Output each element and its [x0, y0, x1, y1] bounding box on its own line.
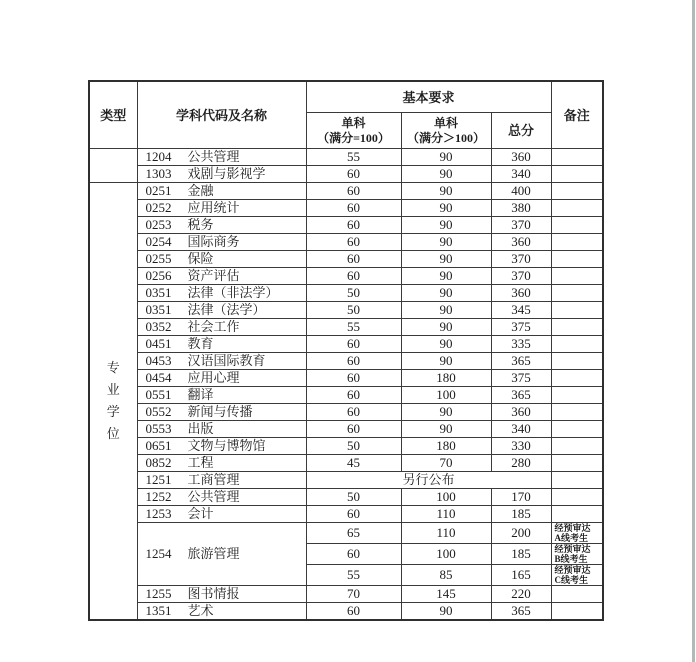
subject-name: 国际商务 — [187, 234, 240, 249]
subject-name: 法律（非法学） — [187, 285, 279, 300]
remark-cell — [551, 183, 603, 200]
subject-cell — [137, 404, 306, 421]
score-cell: 280 — [491, 455, 551, 472]
table-row — [89, 234, 603, 251]
score-cell: 65 — [306, 523, 401, 544]
table-row — [89, 200, 603, 217]
score-cell: 360 — [491, 285, 551, 302]
score-cell: 90 — [401, 217, 491, 234]
subject-code: 0451 — [145, 336, 172, 351]
score-cell: 60 — [306, 268, 401, 285]
score-cell: 90 — [401, 603, 491, 621]
score-cell: 90 — [401, 302, 491, 319]
remark-cell — [551, 506, 603, 523]
score-cell: 165 — [491, 565, 551, 586]
score-cell: 360 — [491, 149, 551, 166]
subject-cell — [137, 603, 306, 621]
score-cell: 60 — [306, 251, 401, 268]
score-cell: 100 — [401, 544, 491, 565]
score-cell: 70 — [401, 455, 491, 472]
score-cell: 90 — [401, 200, 491, 217]
score-cell: 85 — [401, 565, 491, 586]
table-row — [89, 438, 603, 455]
score-cell: 365 — [491, 603, 551, 621]
score-cell: 50 — [306, 302, 401, 319]
table-row — [89, 370, 603, 387]
score-cell: 45 — [306, 455, 401, 472]
score-cell: 370 — [491, 268, 551, 285]
remark-cell — [551, 234, 603, 251]
score-cell: 340 — [491, 166, 551, 183]
score-cell: 370 — [491, 251, 551, 268]
remark-cell — [551, 603, 603, 621]
remark-cell — [551, 166, 603, 183]
subject-code: 0252 — [145, 200, 172, 215]
score-cell: 60 — [306, 387, 401, 404]
score-cell: 60 — [306, 200, 401, 217]
subject-code: 0255 — [145, 251, 172, 266]
score-cell: 55 — [306, 149, 401, 166]
table-row — [89, 353, 603, 370]
remark-cell — [551, 353, 603, 370]
subject-cell — [137, 472, 306, 489]
subject-name: 旅游管理 — [187, 546, 240, 561]
subject-cell — [137, 370, 306, 387]
score-cell: 90 — [401, 421, 491, 438]
subject-name: 艺术 — [187, 603, 214, 618]
table-row — [89, 217, 603, 234]
score-cell: 340 — [491, 421, 551, 438]
subject-code: 1253 — [145, 506, 172, 521]
table-row — [89, 302, 603, 319]
subject-name: 汉语国际教育 — [187, 353, 266, 368]
merged-note-cell: 另行公布 — [306, 472, 551, 489]
table-row — [89, 603, 603, 621]
subject-code: 0553 — [145, 421, 172, 436]
score-cell: 330 — [491, 438, 551, 455]
score-cell: 400 — [491, 183, 551, 200]
score-cell: 90 — [401, 404, 491, 421]
subject-name: 工程 — [187, 455, 214, 470]
subject-code: 0351 — [145, 285, 172, 300]
type-cell — [89, 183, 137, 621]
subject-name: 教育 — [187, 336, 214, 351]
col-header-basic-requirements: 基本要求 — [306, 81, 551, 113]
subject-name: 工商管理 — [187, 472, 240, 487]
remark-cell — [551, 489, 603, 506]
score-cell: 185 — [491, 506, 551, 523]
subject-cell — [137, 421, 306, 438]
table-header — [89, 81, 603, 149]
score-cell: 220 — [491, 586, 551, 603]
subject-name: 金融 — [187, 183, 214, 198]
subject-name: 文物与博物馆 — [187, 438, 266, 453]
subject-cell — [137, 268, 306, 285]
subject-code: 1251 — [145, 472, 172, 487]
table-row — [89, 251, 603, 268]
remark-line: 经预审达 — [554, 523, 591, 533]
subject-code: 0552 — [145, 404, 172, 419]
score-cell: 55 — [306, 319, 401, 336]
score-cell: 90 — [401, 268, 491, 285]
subject-cell — [137, 302, 306, 319]
remark-cell — [551, 200, 603, 217]
score-cell: 180 — [401, 438, 491, 455]
subject-cell — [137, 319, 306, 336]
remark-cell — [551, 565, 603, 586]
table-row — [89, 586, 603, 603]
remark-line: 经预审达 — [554, 544, 591, 554]
score-cell: 60 — [306, 217, 401, 234]
subject-name: 税务 — [187, 217, 214, 232]
score-cell: 60 — [306, 183, 401, 200]
score-cell: 110 — [401, 506, 491, 523]
subject-code: 1255 — [145, 586, 172, 601]
subject-cell — [137, 506, 306, 523]
subject-code: 0351 — [145, 302, 172, 317]
score-cell: 365 — [491, 387, 551, 404]
subject-name: 应用心理 — [187, 370, 240, 385]
type-cell — [89, 149, 137, 183]
subject-cell — [137, 217, 306, 234]
subject-code: 1351 — [145, 603, 172, 618]
remark-line: 经预审达 — [554, 565, 591, 575]
remark-line: B线考生 — [554, 554, 588, 564]
table-row — [89, 166, 603, 183]
score-cell: 90 — [401, 149, 491, 166]
score-cell: 345 — [491, 302, 551, 319]
subject-cell — [137, 149, 306, 166]
remark-cell — [551, 285, 603, 302]
score-cell: 335 — [491, 336, 551, 353]
subject-name: 戏剧与影视学 — [187, 166, 266, 181]
subject-code: 0852 — [145, 455, 172, 470]
score-cell: 100 — [401, 489, 491, 506]
table-row — [89, 285, 603, 302]
col-header-type: 类型 — [89, 81, 137, 149]
score-cell: 50 — [306, 489, 401, 506]
score-cell: 180 — [401, 370, 491, 387]
score-cell: 90 — [401, 319, 491, 336]
remark-cell — [551, 387, 603, 404]
table-row — [89, 268, 603, 285]
subject-name: 公共管理 — [187, 149, 240, 164]
subject-code: 1204 — [145, 149, 172, 164]
col-header-subject: 学科代码及名称 — [137, 81, 306, 149]
remark-cell — [551, 455, 603, 472]
page-edge-line — [692, 0, 695, 662]
subject-cell — [137, 251, 306, 268]
subject-code: 1303 — [145, 166, 172, 181]
score-cell: 360 — [491, 234, 551, 251]
subject-code: 0453 — [145, 353, 172, 368]
score-cell: 90 — [401, 166, 491, 183]
type-label-char: 学 — [106, 404, 120, 419]
table-row — [89, 421, 603, 438]
subject-code: 0454 — [145, 370, 172, 385]
remark-cell — [551, 472, 603, 489]
subject-name: 公共管理 — [187, 489, 240, 504]
score-cell: 60 — [306, 166, 401, 183]
single-eq100-line2: （满分=100） — [317, 130, 390, 145]
remark-cell — [551, 438, 603, 455]
score-cell: 50 — [306, 285, 401, 302]
subject-name: 翻译 — [187, 387, 214, 402]
subject-name: 应用统计 — [187, 200, 240, 215]
subject-cell — [137, 285, 306, 302]
subject-code: 0352 — [145, 319, 172, 334]
type-label-char: 专 — [106, 360, 120, 375]
remark-cell — [551, 404, 603, 421]
remark-cell — [551, 523, 603, 544]
single-gt100-line1: 单科 — [433, 115, 458, 130]
col-header-remark: 备注 — [551, 81, 603, 149]
subject-name: 新闻与传播 — [187, 404, 253, 419]
score-cell: 90 — [401, 234, 491, 251]
score-cell: 360 — [491, 404, 551, 421]
table-row — [89, 455, 603, 472]
subject-cell — [137, 489, 306, 506]
remark-cell — [551, 370, 603, 387]
subject-name: 图书情报 — [187, 586, 240, 601]
subject-code: 0253 — [145, 217, 172, 232]
score-cell: 60 — [306, 370, 401, 387]
subject-cell — [137, 353, 306, 370]
score-cell: 375 — [491, 319, 551, 336]
score-cell: 90 — [401, 183, 491, 200]
score-cell: 60 — [306, 234, 401, 251]
subject-code: 1254 — [145, 546, 172, 561]
score-cell: 200 — [491, 523, 551, 544]
subject-code: 0254 — [145, 234, 172, 249]
col-header-total-score: 总分 — [491, 113, 551, 149]
subject-cell — [137, 183, 306, 200]
score-cell: 110 — [401, 523, 491, 544]
subject-code: 0256 — [145, 268, 172, 283]
score-cell: 60 — [306, 336, 401, 353]
score-cell: 375 — [491, 370, 551, 387]
subject-cell — [137, 336, 306, 353]
score-cell: 60 — [306, 603, 401, 621]
remark-cell — [551, 336, 603, 353]
remark-cell — [551, 586, 603, 603]
type-label-char: 业 — [106, 382, 120, 397]
score-cell: 50 — [306, 438, 401, 455]
subject-code: 1252 — [145, 489, 172, 504]
table-row — [89, 523, 603, 544]
score-cell: 90 — [401, 336, 491, 353]
remark-cell — [551, 319, 603, 336]
score-cell: 365 — [491, 353, 551, 370]
score-cell: 90 — [401, 251, 491, 268]
subject-name: 法律（法学） — [187, 302, 266, 317]
table-row — [89, 183, 603, 200]
subject-code: 0251 — [145, 183, 172, 198]
score-cell: 55 — [306, 565, 401, 586]
table-row — [89, 506, 603, 523]
subject-cell — [137, 387, 306, 404]
score-cell: 100 — [401, 387, 491, 404]
score-cell: 380 — [491, 200, 551, 217]
score-cell: 60 — [306, 353, 401, 370]
remark-cell — [551, 149, 603, 166]
score-cell: 70 — [306, 586, 401, 603]
score-cell: 90 — [401, 353, 491, 370]
score-cell: 60 — [306, 404, 401, 421]
table-row — [89, 336, 603, 353]
subject-cell — [137, 455, 306, 472]
type-label-char: 位 — [106, 426, 120, 441]
remark-line: C线考生 — [554, 575, 588, 585]
remark-cell — [551, 251, 603, 268]
score-cell: 60 — [306, 506, 401, 523]
subject-name: 资产评估 — [187, 268, 240, 283]
subject-cell — [137, 586, 306, 603]
subject-name: 出版 — [187, 421, 214, 436]
subject-cell — [137, 523, 306, 586]
score-cell: 145 — [401, 586, 491, 603]
table-row — [89, 149, 603, 166]
score-line-table — [88, 80, 604, 621]
subject-cell — [137, 200, 306, 217]
col-header-single-subject-gt100 — [401, 113, 491, 149]
remark-line: A线考生 — [554, 533, 588, 543]
subject-code: 0551 — [145, 387, 172, 402]
subject-cell — [137, 166, 306, 183]
table-row — [89, 489, 603, 506]
score-cell: 60 — [306, 421, 401, 438]
score-cell: 90 — [401, 285, 491, 302]
subject-name: 会计 — [187, 506, 214, 521]
col-header-single-subject-eq100 — [306, 113, 401, 149]
score-cell: 60 — [306, 544, 401, 565]
score-cell: 185 — [491, 544, 551, 565]
table-row — [89, 387, 603, 404]
subject-name: 保险 — [187, 251, 214, 266]
remark-cell — [551, 544, 603, 565]
subject-name: 社会工作 — [187, 319, 240, 334]
score-cell: 170 — [491, 489, 551, 506]
single-eq100-line1: 单科 — [341, 115, 366, 130]
remark-cell — [551, 217, 603, 234]
remark-cell — [551, 302, 603, 319]
remark-cell — [551, 268, 603, 285]
table-row — [89, 319, 603, 336]
single-gt100-line2: （满分＞100） — [406, 130, 485, 145]
score-cell: 370 — [491, 217, 551, 234]
table-row — [89, 472, 603, 489]
subject-cell — [137, 234, 306, 251]
remark-cell — [551, 421, 603, 438]
table-body — [89, 149, 603, 621]
subject-code: 0651 — [145, 438, 172, 453]
subject-cell — [137, 438, 306, 455]
table-row — [89, 404, 603, 421]
